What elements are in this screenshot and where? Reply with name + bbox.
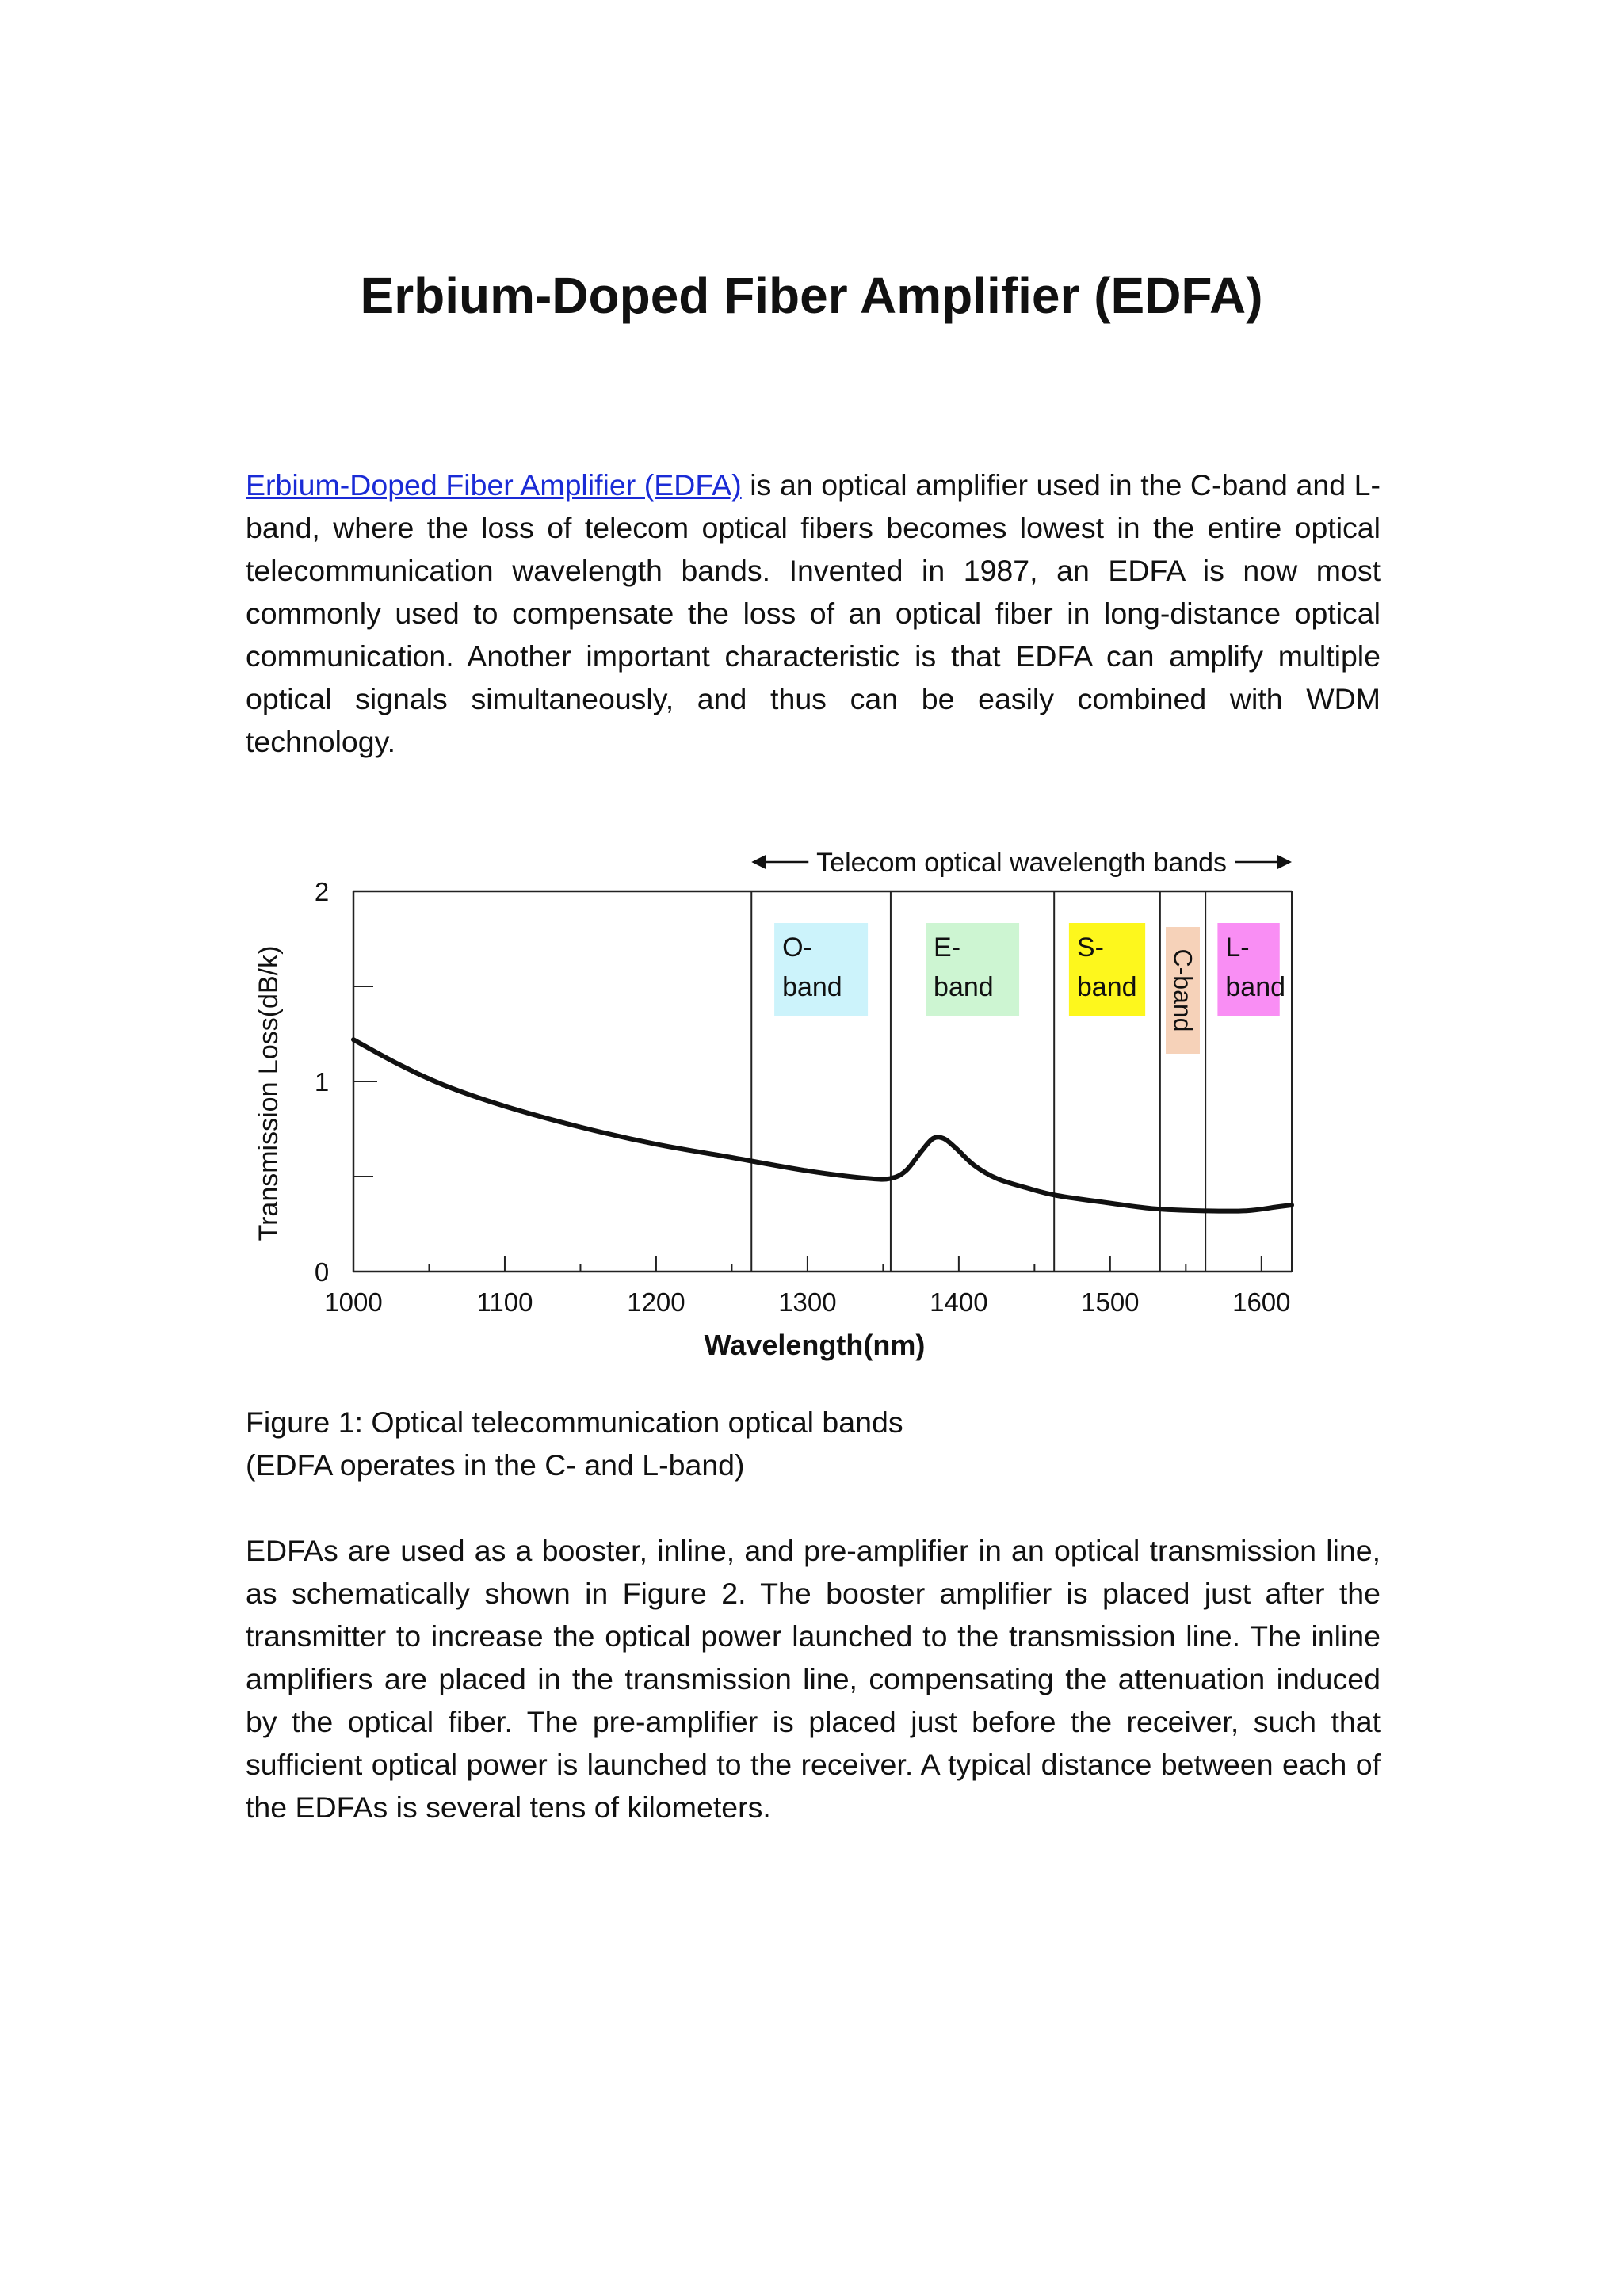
y-tick-label: 0 <box>314 1257 330 1287</box>
x-tick-label: 1500 <box>1081 1287 1140 1317</box>
y-tick-label: 2 <box>314 877 330 906</box>
body-paragraph-2: EDFAs are used as a booster, inline, and pre-amplifier in an optical transmission line, as schematically shown in Figure 2. The booster amplifier is placed just after the transmitter to increase the optical power launched to the transmission line. The inline amplifiers are placed in the transmission line, compensating the attenuation induced by the optical fiber. The pre-amplifier is placed just before the receiver, such that sufficient optical power is launched to the receiver. A typical distance between each of the EDFAs is several tens of kilometers. <box>246 1534 1381 1824</box>
band-label-line1: E- <box>934 933 961 963</box>
caption-line-1: Figure 1: Optical telecommunication optical bands <box>246 1405 903 1439</box>
annotation-arrow-left-head <box>751 855 766 869</box>
caption-line-2: (EDFA operates in the C- and L-band) <box>246 1448 745 1482</box>
band-label-line1: O- <box>782 933 812 963</box>
x-tick-label: 1100 <box>476 1287 533 1317</box>
intro-text: is an optical amplifier used in the C-band and L-band, where the loss of telecom optical fibers becomes lowest in the entire optical telecommunication wavelength bands. Invented in 1987, an EDFA is now most commonly used to compensate the loss of an optical fiber in long-distance optical communication. Another important characteristic is that EDFA can amplify multiple optical signals simultaneously, and thus can be easily combined with WDM technology. <box>246 468 1381 758</box>
x-tick-label: 1600 <box>1232 1287 1291 1317</box>
band-label-line2: band <box>782 972 842 1002</box>
y-axis-title: Transmission Loss(dB/k) <box>254 945 284 1241</box>
transmission-loss-chart <box>238 840 1316 1371</box>
page-title: Erbium-Doped Fiber Amplifier (EDFA) <box>360 267 1263 324</box>
loss-curve <box>353 1039 1292 1211</box>
bands-annotation: Telecom optical wavelength bands <box>816 848 1228 878</box>
x-tick-label: 1200 <box>627 1287 685 1317</box>
annotation-arrow-right-head <box>1277 855 1292 869</box>
curve-layer <box>353 1039 1292 1211</box>
band-label-line1: S- <box>1076 933 1104 963</box>
band-label-line2: band <box>1076 972 1137 1002</box>
y-tick-label: 1 <box>314 1067 330 1097</box>
band-label-line1: L- <box>1225 933 1250 963</box>
edfa-link[interactable]: Erbium-Doped Fiber Amplifier (EDFA) <box>246 468 742 502</box>
x-axis-title: Wavelength(nm) <box>704 1329 926 1361</box>
band-label-line2: band <box>1225 972 1286 1002</box>
figure-caption <box>246 1401 1381 1486</box>
intro-paragraph <box>246 463 1381 763</box>
band-label-text: C-band <box>1168 948 1197 1032</box>
band-label-line2: band <box>934 972 994 1002</box>
x-tick-label: 1000 <box>324 1287 383 1317</box>
bands-layer <box>774 923 1285 1054</box>
x-tick-label: 1400 <box>930 1287 988 1317</box>
x-tick-label: 1300 <box>778 1287 837 1317</box>
